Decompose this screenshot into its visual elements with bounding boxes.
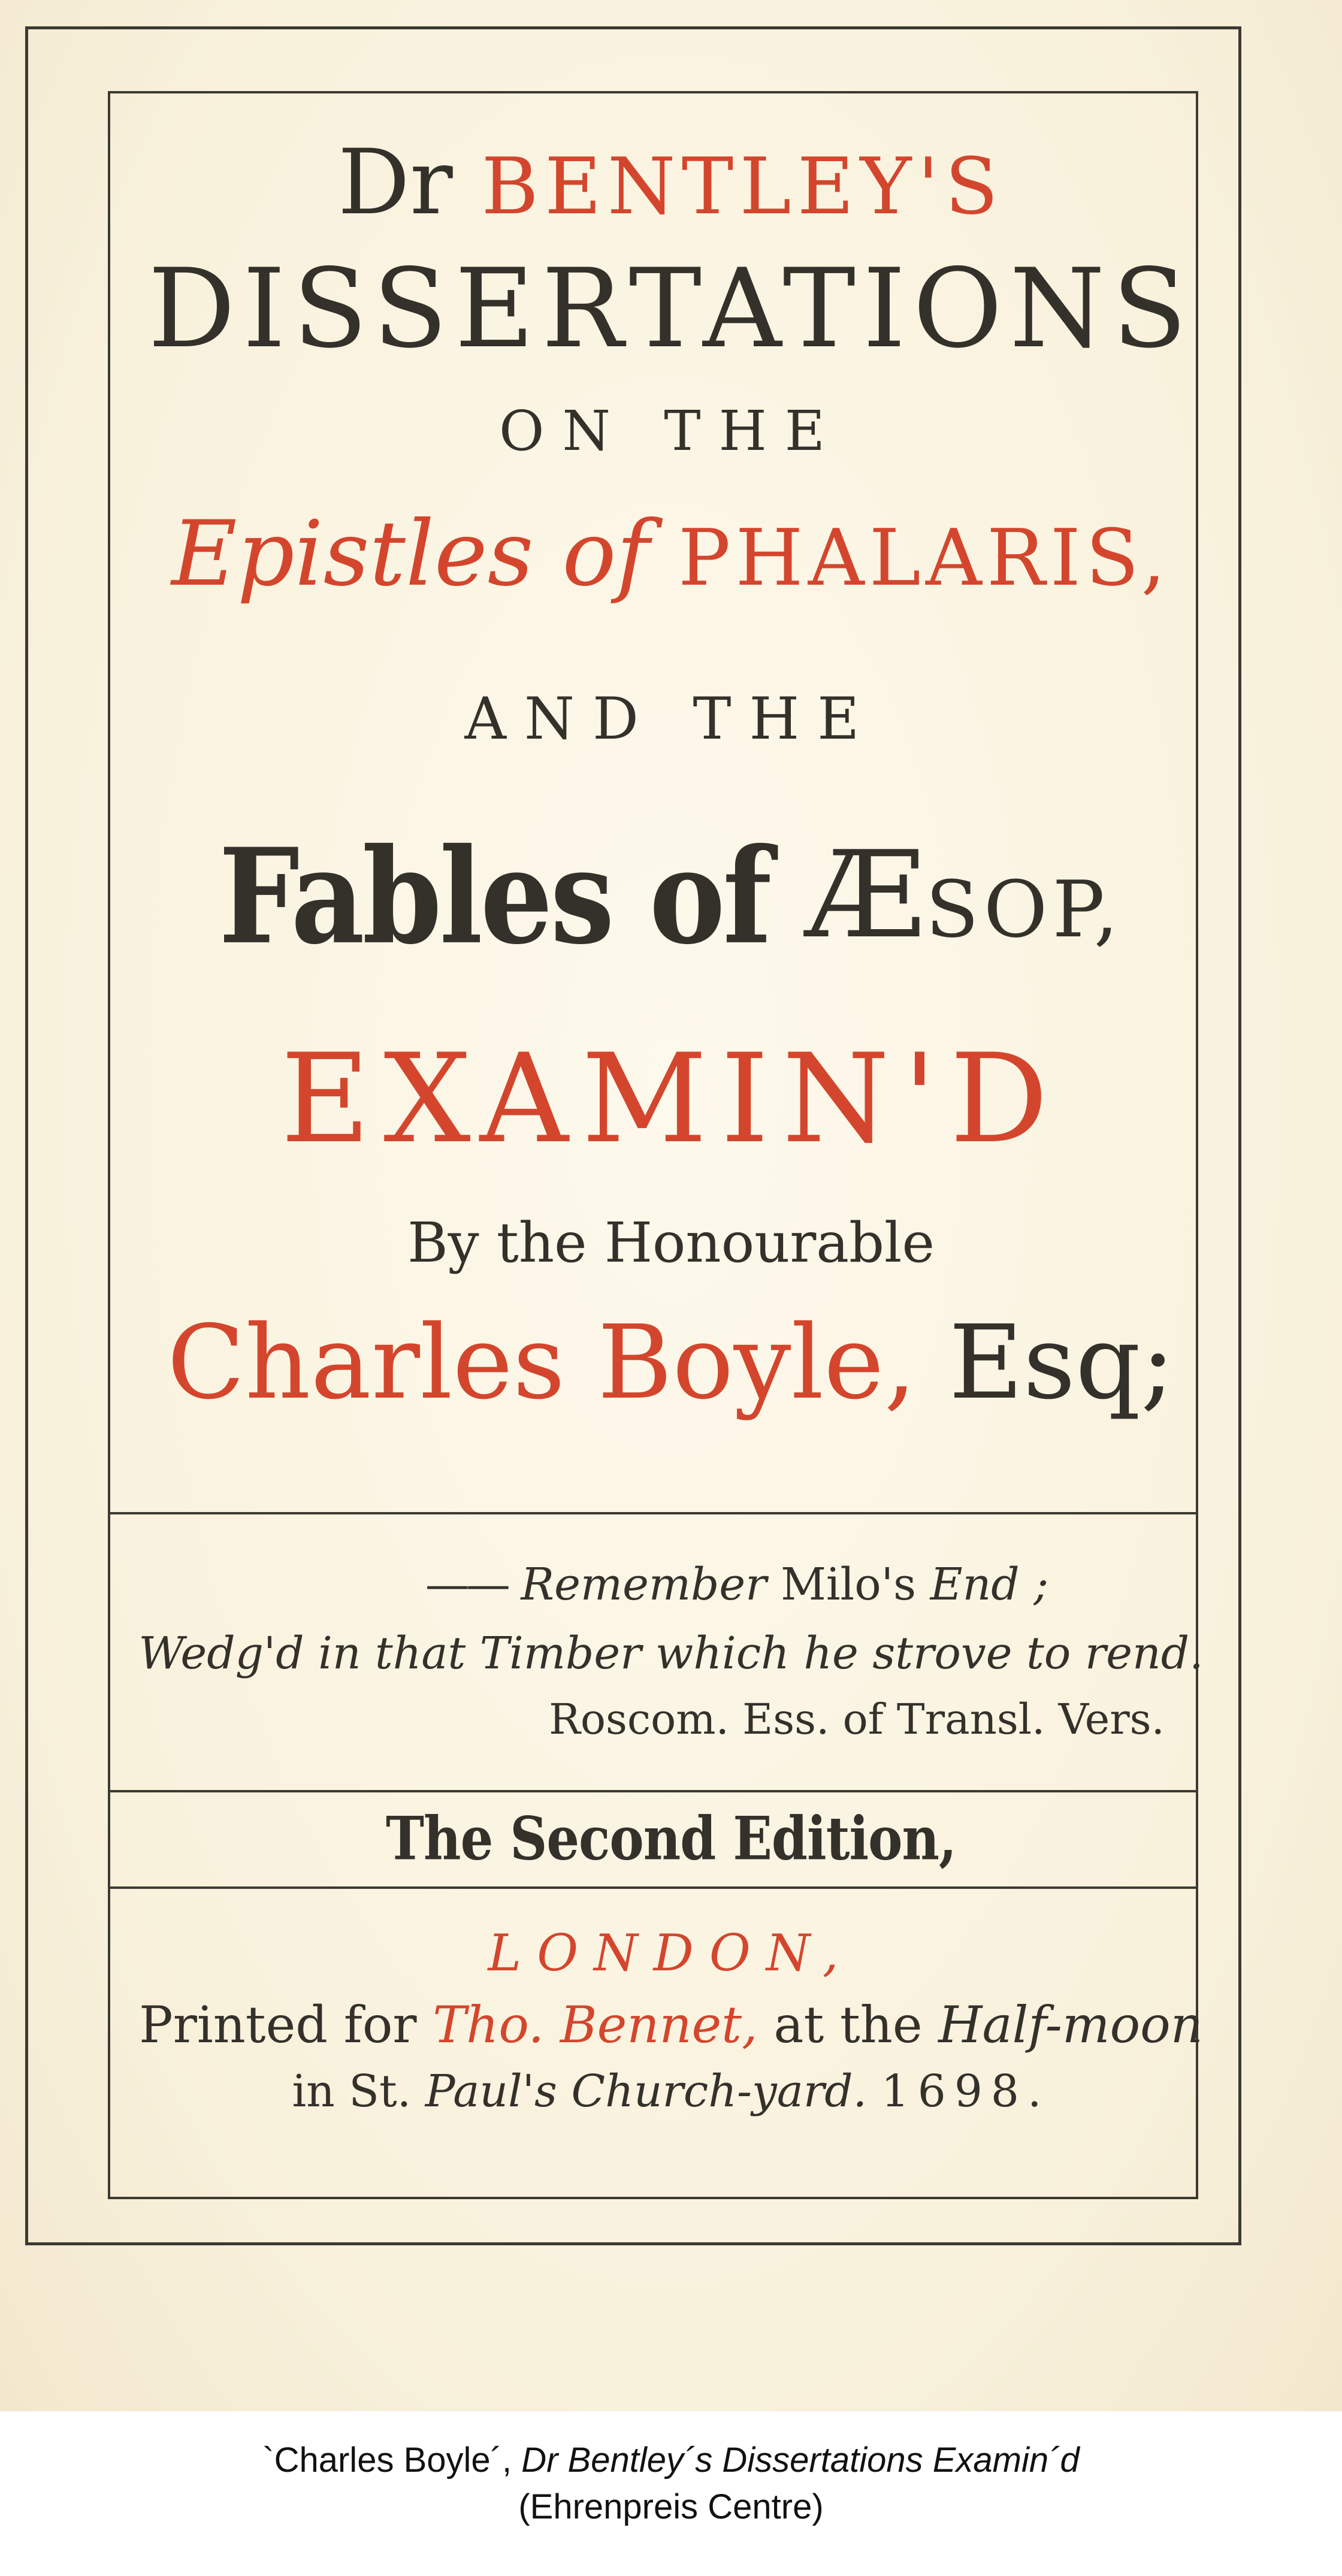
charles-boyle-text: Charles Boyle,	[167, 1304, 917, 1422]
epigraph-source-text: Roscom. Ess. of Transl. Vers.	[549, 1695, 1165, 1744]
caption-line-2	[0, 2486, 1342, 2528]
title-line-dissertations	[0, 245, 1342, 372]
title-line-by-the-honourable	[0, 1210, 1342, 1276]
dissertations-text: DISSERTATIONS	[147, 245, 1194, 372]
caption-line-1	[0, 2439, 1342, 2481]
title-line-fables	[0, 820, 1342, 973]
inner-frame-bottom	[108, 2197, 1198, 2199]
examind-text: EXAMIN'D	[280, 1028, 1062, 1171]
rule-above-epigraph	[108, 1512, 1198, 1514]
year-text: 1698.	[881, 2066, 1050, 2117]
epigraph-end: End ;	[930, 1559, 1049, 1610]
imprint-line-1	[0, 1995, 1342, 2055]
by-the-honourable-text: By the Honourable	[407, 1211, 935, 1275]
esq-text: Esq;	[948, 1304, 1175, 1422]
epigraph-remember: Remember	[521, 1559, 767, 1610]
dr-text: Dr	[337, 131, 453, 235]
london-text: LONDON,	[488, 1924, 854, 1982]
bentleys-text: BENTLEY'S	[481, 141, 1005, 232]
outer-frame-bottom	[25, 2242, 1241, 2245]
caption-source: (Ehrenpreis Centre)	[518, 2487, 824, 2526]
half-moon-text: Half-moon	[938, 1996, 1203, 2054]
fables-of-text: Fables of	[219, 820, 770, 973]
epistles-of-text: Epistles of	[171, 502, 650, 606]
outer-frame-top	[25, 26, 1241, 29]
sop-text: SOP,	[925, 864, 1123, 955]
ae-text: Æ	[805, 826, 926, 965]
title-line-on-the	[0, 398, 1342, 464]
epigraph-line-2	[0, 1626, 1342, 1680]
at-the-text: at the	[773, 1996, 923, 2054]
in-st-text: in St.	[292, 2066, 412, 2117]
title-line-charles-boyle	[0, 1303, 1342, 1423]
imprint-line-2	[0, 2064, 1342, 2119]
edition-line	[0, 1806, 1342, 1872]
printer-text: Tho. Bennet,	[433, 1996, 758, 2054]
rule-above-edition	[108, 1790, 1198, 1792]
epigraph-milos: Milo's	[781, 1559, 917, 1610]
epigraph-source	[0, 1692, 1342, 1746]
caption-prefix: `Charles Boyle´,	[262, 2441, 522, 2480]
pauls-text: Paul's Church-yard.	[425, 2066, 868, 2117]
and-the-text: AND THE	[464, 685, 878, 752]
title-line-examind	[0, 1028, 1342, 1171]
rule-above-imprint	[108, 1886, 1198, 1889]
epigraph-line-1	[0, 1558, 1342, 1611]
caption-book-title: Dr Bentley´s Dissertations Examin´d	[521, 2441, 1080, 2480]
epigraph-wedgd: Wedg'd in that Timber which he strove to rend.	[138, 1628, 1204, 1679]
inner-frame-top	[108, 91, 1198, 93]
title-line-dr-bentleys	[0, 132, 1342, 237]
on-the-text: ON THE	[499, 399, 843, 463]
imprint-city	[0, 1923, 1342, 1983]
epigraph-dash: ——	[425, 1559, 507, 1610]
phalaris-text: PHALARIS,	[678, 512, 1171, 603]
title-line-and-the	[0, 686, 1342, 752]
title-line-epistles	[0, 500, 1342, 612]
printed-for-text: Printed for	[139, 1996, 417, 2054]
edition-text: The Second Edition,	[386, 1804, 956, 1874]
